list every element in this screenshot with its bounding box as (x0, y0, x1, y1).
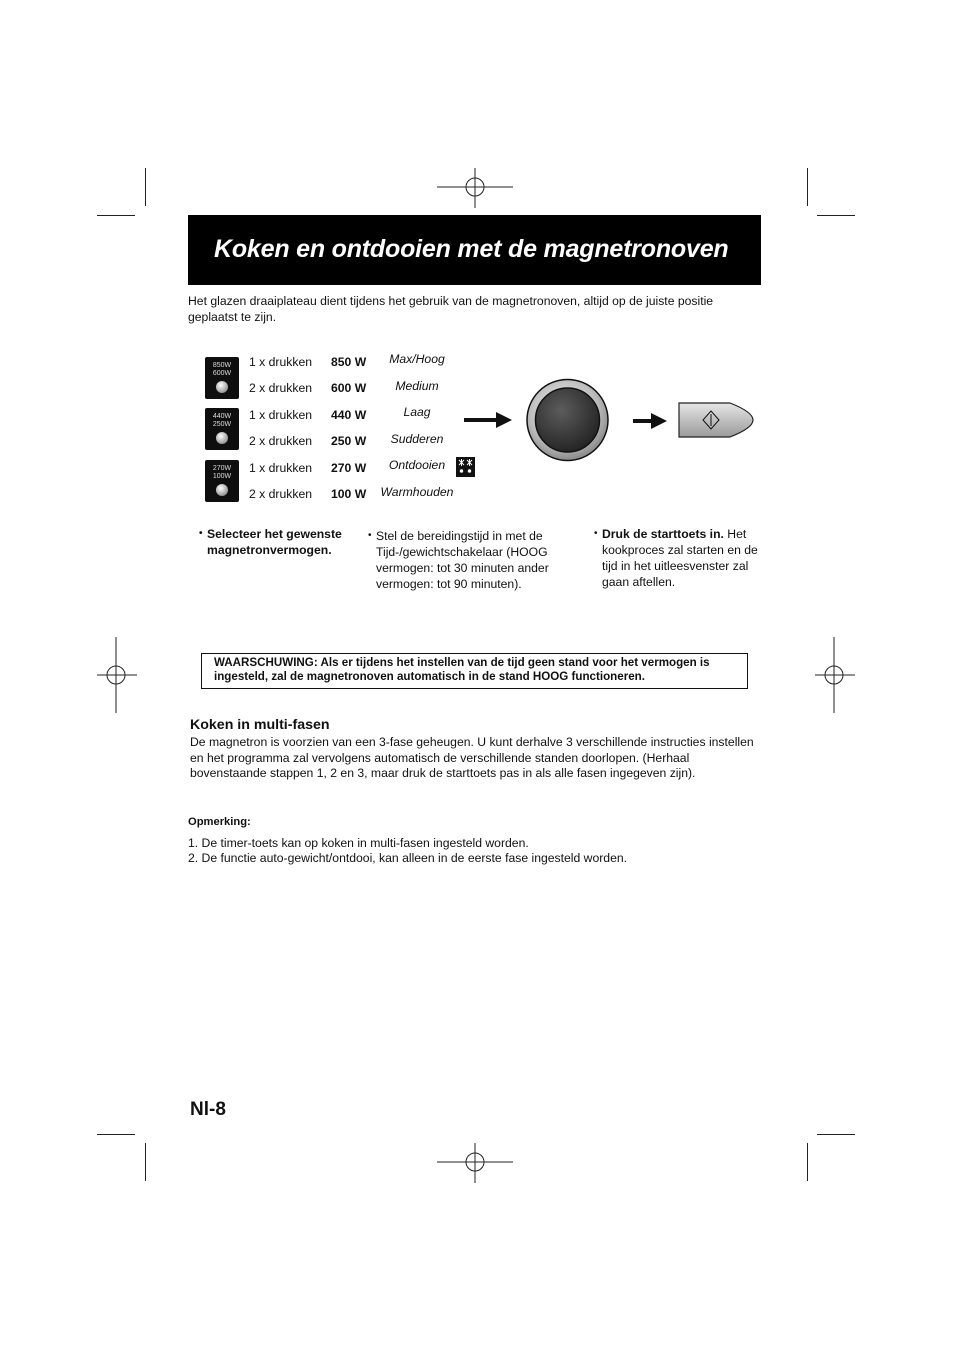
crop-mark (97, 215, 135, 216)
power-button-270-100[interactable] (205, 460, 239, 502)
power-button-850-600[interactable] (205, 357, 239, 399)
section-text: De magnetron is voorzien van een 3-fase geheugen. U kunt derhalve 3 verschillende instructies instellen en het programma zal vervolgens automatisch de verschillende standen doorlopen. (Herhaal bovenstaande stappen 1, 2 en 3, maar druk de starttoets pas in als alle fasen ingegeven zijn). (190, 735, 754, 780)
power-watt: 100 W (331, 487, 367, 501)
bullet: • (368, 530, 372, 541)
warning-box (201, 653, 748, 689)
crop-mark (817, 1134, 855, 1135)
press-count: 2 x drukken (249, 487, 313, 501)
power-button-440-250[interactable] (205, 408, 239, 450)
press-count: 2 x drukken (249, 381, 313, 395)
bullet: • (594, 528, 598, 539)
crop-mark (807, 1143, 808, 1181)
power-button-label: 250W (212, 421, 232, 428)
snowflake-icon (456, 457, 475, 477)
step-3-text: Het kookproces zal starten en de tijd in het uitleesvenster zal gaan aftellen. (602, 527, 758, 589)
registration-mark-icon (97, 637, 137, 713)
crop-mark (145, 168, 146, 206)
note-heading: Opmerking: (188, 816, 251, 828)
power-mode: Warmhouden (380, 485, 454, 499)
power-mode: Max/Hoog (389, 352, 445, 366)
power-watt: 250 W (331, 434, 367, 448)
knob-icon (216, 432, 228, 444)
step-2 (368, 528, 561, 592)
note-item: 2. De functie auto-gewicht/ontdooi, kan alleen in de eerste fase ingesteld worden. (188, 851, 628, 865)
power-mode: Sudderen (390, 432, 444, 446)
power-button-label: 600W (212, 370, 232, 377)
power-watt: 270 W (331, 461, 367, 475)
press-count: 1 x drukken (249, 355, 313, 369)
arrow-right-icon (464, 412, 512, 428)
bullet: • (199, 528, 203, 539)
power-button-label: 270W (212, 465, 232, 472)
power-watt: 440 W (331, 408, 367, 422)
power-button-label: 100W (212, 473, 232, 480)
power-button-label: 850W (212, 362, 232, 369)
registration-mark-icon (815, 637, 855, 713)
crop-mark (97, 1134, 135, 1135)
power-mode: Ontdooien (388, 458, 446, 472)
step-1-text: Selecteer het gewenste magnetronvermogen. (207, 527, 342, 557)
crop-mark (817, 215, 855, 216)
power-mode: Medium (395, 379, 439, 393)
dial-icon[interactable] (526, 378, 609, 462)
step-2-text: Stel de bereidingstijd in met de Tijd-/gewichtschakelaar (HOOG vermogen: tot 30 minuten ander vermogen: tot 90 minuten). (376, 529, 549, 591)
press-count: 1 x drukken (249, 408, 313, 422)
press-count: 2 x drukken (249, 434, 313, 448)
knob-icon (216, 381, 228, 393)
press-count: 1 x drukken (249, 461, 313, 475)
registration-mark-icon (437, 1143, 513, 1183)
step-3-bold: Druk de starttoets in. (602, 527, 724, 541)
knob-icon (216, 484, 228, 496)
page-title: Koken en ontdooien met de magnetronoven (214, 235, 729, 263)
title-bar (188, 215, 761, 285)
power-watt: 850 W (331, 355, 367, 369)
step-1 (199, 526, 357, 558)
start-button[interactable] (678, 402, 754, 438)
crop-mark (807, 168, 808, 206)
registration-mark-icon (437, 168, 513, 208)
note-item: 1. De timer-toets kan op koken in multi-fasen ingesteld worden. (188, 836, 529, 850)
power-watt: 600 W (331, 381, 367, 395)
intro-text: Het glazen draaiplateau dient tijdens het gebruik van de magnetronoven, altijd op de juiste positie geplaatst te zijn. (188, 294, 714, 324)
warning-text: WAARSCHUWING: Als er tijdens het instellen van de tijd geen stand voor het vermogen is ingesteld, zal de magnetronoven automatisch in de stand HOOG functioneren. (214, 656, 710, 683)
arrow-right-icon (633, 413, 667, 429)
crop-mark (145, 1143, 146, 1181)
power-button-label: 440W (212, 413, 232, 420)
page-number: Nl-8 (190, 1099, 226, 1120)
power-mode: Laag (403, 405, 431, 419)
step-3 (594, 526, 760, 590)
section-heading: Koken in multi-fasen (190, 717, 330, 733)
